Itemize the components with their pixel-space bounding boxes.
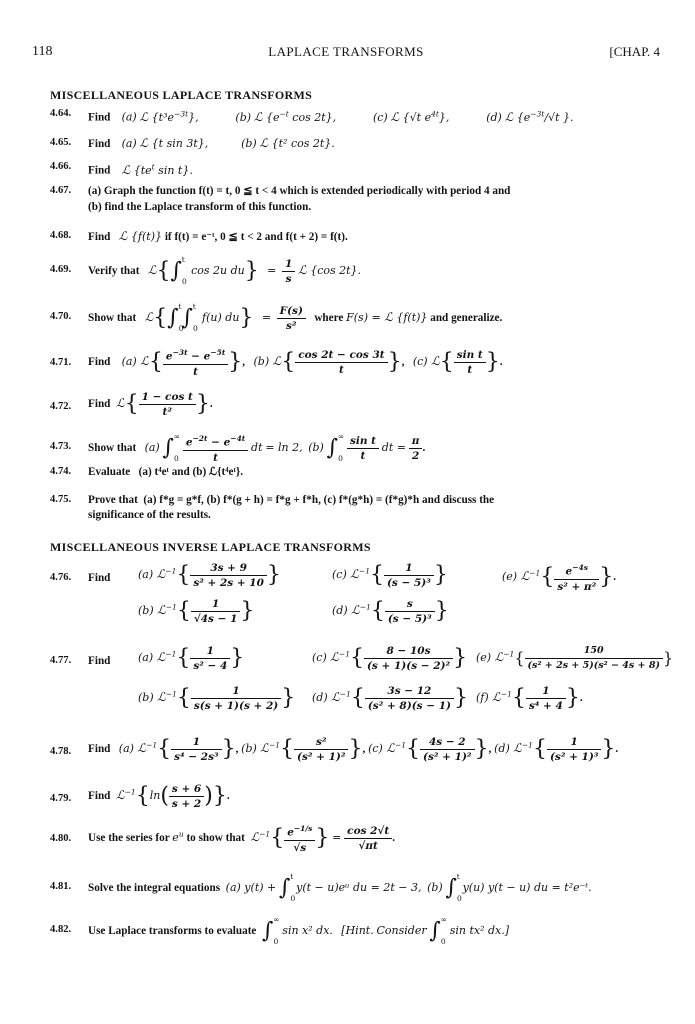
word-use-laplace: Use Laplace transforms to evaluate xyxy=(88,925,257,937)
problem-number: 4.80. xyxy=(50,833,72,844)
problem-number: 4.75. xyxy=(50,494,72,505)
word-find: Find xyxy=(88,572,111,584)
part-a: (a) ℒ$^{-1}${ $\frac{1}{\text{s² − 4}}$ } xyxy=(138,645,245,672)
word-find: Find xyxy=(88,743,111,756)
word-find: Find xyxy=(88,355,111,368)
problem-number: 4.65. xyxy=(50,137,72,148)
word-to-show: to show that xyxy=(186,831,245,844)
problem-number: 4.67. xyxy=(50,185,72,196)
word-solve: Solve the integral equations xyxy=(88,882,221,894)
word-consider: Consider xyxy=(376,924,427,937)
problem-number: 4.69. xyxy=(50,264,72,275)
word-find: Find xyxy=(88,655,111,667)
word-evaluate: Evaluate xyxy=(88,466,131,478)
problem-body: Find (a) ℒ$^{-1}${ $\frac{1}{\text{s⁴ − 2s³}}$ }, (b) ℒ$^{-1}${ $\frac{\text{s²}}{\text{(s² + 1)²}}$ }, (c) ℒ$^{-1}${ $\frac{4s - 2}{\text{(s² + 1)²}}$ }, (d) ℒ$^{-1}${ $\frac{1}{\text{(s² + 1)³}}$ }. xyxy=(88,736,619,763)
problem-number: 4.66. xyxy=(50,161,72,172)
problem-number: 4.70. xyxy=(50,311,72,322)
word-find: Find xyxy=(88,790,111,803)
word-find: Find xyxy=(88,231,111,243)
problem-body: Use the series for $e^u$ to show that ℒ$^{-1}${ $\frac{e^{-1/s}}{√s}$ } = $\frac{\cos 2√t}{√\pi t}$ . xyxy=(88,824,395,854)
problem-number: 4.77. xyxy=(50,655,72,666)
problem-body: Find ℒ {$te^t$ sin t}. xyxy=(88,162,193,177)
section-title: MISCELLANEOUS INVERSE LAPLACE TRANSFORMS xyxy=(50,540,371,554)
part-e: (e) ℒ$^{-1}${ $\frac{e^{-4s}}{\text{s² + π²}}$ }. xyxy=(502,563,617,593)
problem-body: Verify that $ℒ\{\int_0^t$ cos 2u du} = $\frac{1}{s}$ ℒ {cos 2t}. xyxy=(88,255,362,286)
result-ln2: = ln 2, xyxy=(265,441,303,454)
running-title: LAPLACE TRANSFORMS xyxy=(268,44,424,59)
part-f: (f) ℒ$^{-1}${ $\frac{1}{\text{s⁴ + 4}}$ }. xyxy=(476,685,583,712)
word-show: Show that xyxy=(88,312,137,324)
problem-body: Find ℒ{ $\frac{\text{1 − cos t}}{\text{t²}}$ }. xyxy=(88,391,213,418)
word-use-series: Use the series for xyxy=(88,831,170,844)
part-b: (b) ℒ$^{-1}${ $\frac{1}{√4s - 1}$ } xyxy=(138,598,255,625)
problem-line: significance of the results. xyxy=(88,509,211,521)
problem-number: 4.73. xyxy=(50,441,72,452)
problem-number: 4.76. xyxy=(50,572,72,583)
word-show: Show that xyxy=(88,442,137,454)
problem-number: 4.78. xyxy=(50,746,72,757)
problem-line: (a) Graph the function f(t) = t, 0 ≦ t < 4 which is extended periodically with period 4 and xyxy=(88,185,511,197)
word-and-generalize: and generalize. xyxy=(430,312,503,324)
problem-number: 4.72. xyxy=(50,401,72,412)
problem-body: Find (a) ℒ{ $\frac{e^{-3t} - e^{-5t}}{t}$ }, (b) ℒ{ $\frac{\cos 2t - \cos 3t}{t}$ }, (c) ℒ{ $\frac{\text{sin t}}{t}$ }. xyxy=(88,348,503,378)
problem-number: 4.82. xyxy=(50,924,72,935)
word-prove: Prove that xyxy=(88,494,138,506)
part-d: (d) ℒ$^{-1}${ $\frac{3s - 12}{\text{(s² + 8)(s − 1)}}$ } xyxy=(312,685,468,712)
word-verify: Verify that xyxy=(88,265,140,277)
problem-body: Find ℒ$^{-1}${ln( $\frac{s + 6}{s + 2}$ )}. xyxy=(88,783,230,810)
problem-body: Solve the integral equations (a) $y(t) + \int_0^t$ y(t − u)eᵘ du = 2t − 3, (b) $\int_0^t$ y(u) y(t − u) du = t²e⁻ᵗ. xyxy=(88,872,592,903)
section-title: MISCELLANEOUS LAPLACE TRANSFORMS xyxy=(50,88,313,102)
problem-text: if f(t) = e⁻ᵗ, 0 ≦ t < 2 and f(t + 2) = f(t). xyxy=(164,231,348,243)
hint-integral-body: sin tx² dx.] xyxy=(449,924,510,937)
word-find: Find xyxy=(88,164,111,177)
problem-body: Show that $ℒ\{\int_0^t\int_0^t$ f(u) du} = $\frac{F(s)}{\text{s²}}$ where F(s) = ℒ {f(t)} and generalize. xyxy=(88,302,503,333)
chapter-label: [CHAP. 4 xyxy=(609,44,660,59)
problem-body xyxy=(88,493,494,507)
problem-body: Find ℒ {f(t)} if f(t) = e⁻ᵗ, 0 ≦ t < 2 and f(t + 2) = f(t). xyxy=(88,229,348,243)
problem-number: 4.68. xyxy=(50,230,72,241)
page-header xyxy=(32,44,660,64)
integral-body: sin x² dx. xyxy=(282,924,333,937)
part-label: (d) xyxy=(486,110,502,124)
problem-body: Find (a) ℒ {t sin 3t}, (b) ℒ {t² cos 2t}. xyxy=(88,136,335,150)
part-label: (b) xyxy=(241,137,257,150)
problem-line: (b) find the Laplace transform of this function. xyxy=(88,201,312,213)
problem-body: Use Laplace transforms to evaluate $\int_0^\infty$ sin x² dx. [Hint. Consider $\int_0^\infty$ sin tx² dx.] xyxy=(88,915,510,946)
equation-a-lead: (a) y(t) + xyxy=(225,881,277,894)
equation-b-body: y(u) y(t − u) du = t²e⁻ᵗ. xyxy=(462,881,592,894)
problem-number: 4.81. xyxy=(50,881,72,892)
equation-b-lead: (b) xyxy=(427,881,443,894)
part-label: (a) xyxy=(121,137,137,150)
part-a: (a) ℒ$^{-1}${ $\frac{3s + 9}{\text{s² + 2s + 10}}$ } xyxy=(138,562,281,589)
word-hint: [Hint. xyxy=(341,924,374,937)
problem-number: 4.74. xyxy=(50,466,72,477)
part-label: (c) xyxy=(372,110,388,124)
problem-number: 4.71. xyxy=(50,357,72,368)
part-e: (e) ℒ$^{-1}${ $\frac{150}{\text{(s² + 2s + 5)(s² − 4s + 8)}}$ } xyxy=(476,645,674,671)
equation-a-body: y(t − u)eᵘ du = 2t − 3, xyxy=(296,881,422,894)
problem-body xyxy=(88,465,243,479)
word-find: Find xyxy=(88,138,111,150)
word-find: Find xyxy=(88,111,111,124)
problem-text: (a) t⁴eᵗ and (b) ℒ{t⁴eᵗ}. xyxy=(138,466,244,478)
part-c: (c) ℒ$^{-1}${ $\frac{1}{\text{(s − 5)³}}$ } xyxy=(332,562,448,589)
word-find: Find xyxy=(88,398,111,411)
problem-line: (a) f*g = g*f, (b) f*(g + h) = f*g + f*h, (c) f*(g*h) = (f*g)*h and discuss the xyxy=(143,494,495,506)
part-label: (b) xyxy=(235,110,252,124)
problem-4-77 xyxy=(50,645,674,724)
part-d: (d) ℒ$^{-1}${ $\frac{s}{\text{(s − 5)³}}$ } xyxy=(332,598,449,625)
part-c: (c) ℒ$^{-1}${ $\frac{8 - 10s}{\text{(s + 1)(s − 2)²}}$ } xyxy=(312,645,468,672)
part-label: (a) xyxy=(121,110,137,124)
problem-number: 4.79. xyxy=(50,793,72,804)
problem-number: 4.64. xyxy=(50,108,72,119)
problem-4-76 xyxy=(50,562,650,641)
word-where: where xyxy=(314,312,344,324)
problem-body: Show that (a) $\int_0^\infty$ $\frac{e^{-2t} - e^{-4t}}{t}$ dt = ln 2, (b) $\int_0^\infty$ $\frac{\text{sin t}}{t}$ dt = $\frac{\pi}{2}$ . xyxy=(88,432,426,464)
problem-body: Find (a) ℒ $\{t^3e^{-3t}\}$, (b) ℒ {$e^{-t}$ cos 2t}, (c) ℒ {√t $e^{4t}$}, (d) ℒ {$e^{-3t}/√t$ }. xyxy=(88,109,574,124)
part-b: (b) ℒ$^{-1}${ $\frac{1}{s(s + 1)(s + 2)}$ } xyxy=(138,685,296,712)
page-number: 118 xyxy=(32,44,53,59)
